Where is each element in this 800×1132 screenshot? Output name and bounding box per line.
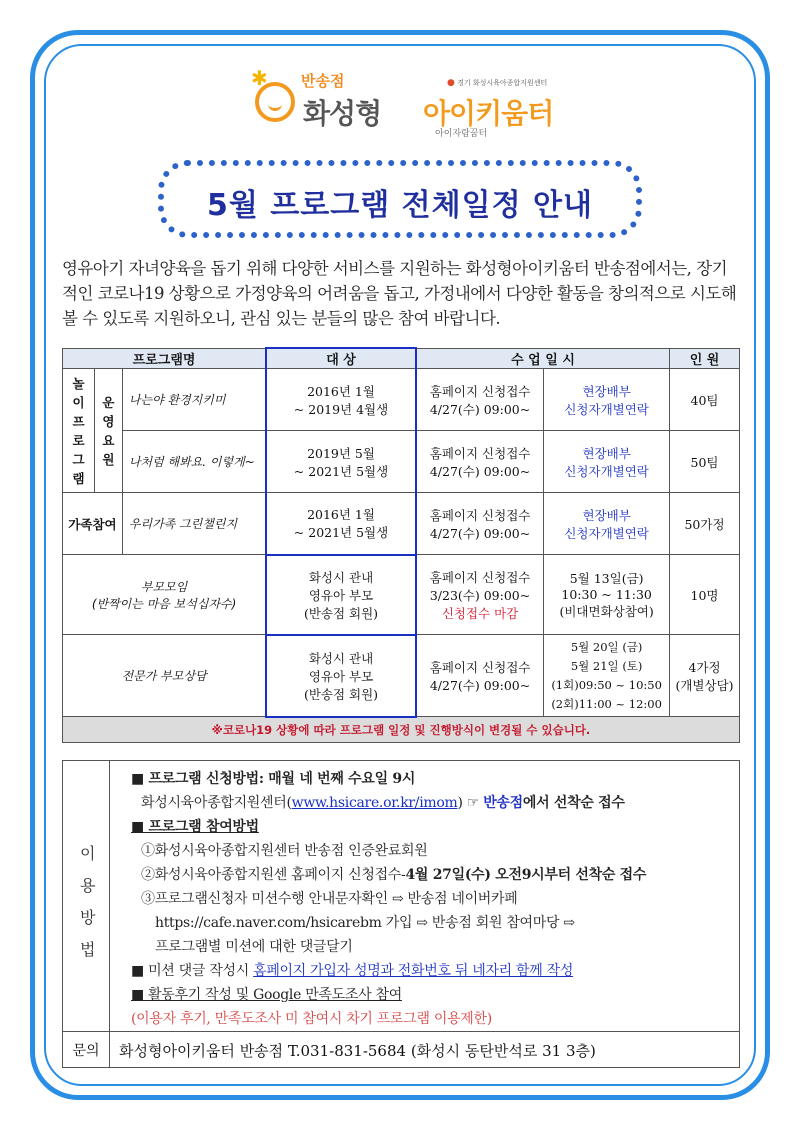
apply-closed: 신청접수 마감: [441, 605, 519, 621]
target-line: ~ 2021년 5월생: [293, 463, 389, 479]
target-cell: [266, 635, 416, 717]
target-line: 화성시 관내: [308, 569, 374, 585]
time-cell: [544, 555, 670, 635]
target-line: 2019년 5월: [307, 445, 375, 461]
usage-heading: ■ 프로그램 참여방법: [131, 819, 259, 835]
usage-underline: 홈페이지 가입자 성명과 전화번호 뒤 네자리 함께 작성: [253, 963, 574, 979]
time-cell: [544, 369, 670, 431]
program-name-line: 부모모임: [140, 579, 188, 594]
usage-text: 에서 선착순 접수: [522, 795, 625, 811]
target-line: (반송점 회원): [303, 605, 379, 621]
program-name-line: (반짝이는 마음 보석십자수): [91, 596, 237, 611]
time-line: 현장배부: [582, 445, 631, 461]
table-row: [63, 635, 740, 717]
usage-line: ③프로그램신청자 미션수행 안내문자확인 ⇨ 반송점 네이버카페: [141, 891, 518, 907]
page-title: 5월 프로그램 전체일정 안내: [207, 188, 593, 223]
apply-line: 3/23(수) 09:00~: [429, 587, 531, 603]
branch-highlight: 반송점: [483, 795, 523, 811]
notice-row: [63, 717, 740, 743]
usage-underline: ■ 활동후기 작성 및 Google 만족도조사 참여: [131, 987, 402, 1003]
count-cell: 10명: [670, 555, 740, 635]
logo-sub: 아이자람꿈터: [435, 129, 488, 139]
center-logo-text: 경기 화성시육아종합지원센터: [457, 79, 548, 87]
side-char: 용: [80, 876, 96, 895]
time-line: 신청자개별연락: [564, 463, 649, 479]
table-row: [63, 555, 740, 635]
count-cell: 50팀: [670, 431, 740, 493]
side-char: 방: [80, 908, 96, 927]
target-cell: [266, 369, 416, 431]
title-box: [158, 160, 642, 238]
logo-name-b: 아이키움터: [423, 97, 554, 130]
target-cell: [266, 493, 416, 555]
time-line: 5월 20일 (금): [570, 639, 643, 654]
logo: [251, 66, 555, 140]
usage-line: [131, 983, 646, 1007]
program-name: [63, 555, 267, 635]
notice-text: ※코로나19 상황에 따라 프로그램 일정 및 진행방식이 변경될 수 있습니다.: [63, 717, 740, 743]
usage-line: [131, 863, 646, 887]
program-name: 우리가족 그린챌린지: [122, 493, 266, 555]
target-line: 2016년 1월: [307, 383, 375, 399]
count-cell: 40팀: [670, 369, 740, 431]
count-cell: [670, 635, 740, 717]
usage-side-label: [63, 761, 110, 1031]
usage-box: [62, 760, 740, 1068]
program-name: 나처럼 해봐요. 이렇게~: [122, 431, 266, 493]
side-char: 법: [80, 940, 96, 959]
apply-line: 4/27(수) 09:00~: [429, 677, 531, 693]
apply-line: 4/27(수) 09:00~: [429, 525, 531, 541]
count-cell: 50가정: [670, 493, 740, 555]
time-line: 10:30 ~ 11:30: [561, 587, 652, 602]
table-row: [63, 431, 740, 493]
intro-text: 영유아기 자녀양육을 돕기 위해 다양한 서비스를 지원하는 화성형아이키움터 반송점에서는, 장기적인 코로나19 상황으로 가정양육의 어려움을 돕고, 가정내에서 다양한 활동을 창의적으로 시도해 볼 수 있도록 지원하오니, 관심 있는 분들의 많은 참여 바랍니다.: [62, 259, 737, 328]
usage-line: [131, 791, 646, 815]
usage-line: (이용자 후기, 만족도조사 미 참여시 차기 프로그램 이용제한): [131, 1011, 492, 1027]
time-line: 5월 21일 (토): [570, 658, 643, 673]
group-label: 놀 이 프 로 그 램: [63, 369, 95, 493]
table-row: [63, 493, 740, 555]
time-cell: [544, 635, 670, 717]
usage-line: ■ 프로그램 신청방법: 매월 네 번째 수요일 9시: [131, 771, 416, 787]
target-line: ~ 2019년 4월생: [293, 401, 389, 417]
target-line: 영유아 부모: [308, 587, 374, 603]
target-cell: [266, 431, 416, 493]
time-line: 5월 13일(금): [569, 571, 644, 586]
count-line: 4가정: [688, 659, 721, 675]
schedule-table: [62, 347, 740, 743]
program-name: 나는야 환경지키미: [122, 369, 266, 431]
smile-face-icon: [255, 82, 295, 122]
header-target: 대 상: [266, 348, 416, 369]
header-schedule: 수 업 일 시: [416, 348, 670, 369]
logo-name-a: 화성형: [303, 97, 382, 130]
apply-cell: [416, 493, 544, 555]
side-char: 이: [80, 844, 96, 863]
time-line: 현장배부: [582, 507, 631, 523]
target-line: (반송점 회원): [303, 686, 379, 702]
target-cell: [266, 555, 416, 635]
usage-text: ) ☞: [457, 795, 484, 811]
center-logo-icon: ●: [447, 78, 455, 88]
sub-label: 운 영 요 원: [94, 369, 122, 493]
time-cell: [544, 431, 670, 493]
target-line: 2016년 1월: [307, 507, 375, 523]
count-line: (개별상담): [675, 677, 734, 693]
usage-emphasis: 4월 27일(수) 오전9시부터 선착순 접수: [405, 867, 647, 883]
usage-text: ②화성시육아종합지원센 홈페이지 신청접수-: [141, 867, 406, 883]
apply-line: 홈페이지 신청접수: [429, 383, 531, 399]
star-icon: ✱: [251, 66, 268, 90]
family-label: 가족참여: [63, 493, 123, 555]
usage-line: [131, 815, 646, 839]
usage-line: ①화성시육아종합지원센터 반송점 인증완료회원: [141, 843, 428, 859]
table-row: [63, 369, 740, 431]
time-line: 신청자개별연락: [564, 401, 649, 417]
usage-body: [131, 767, 646, 1031]
apply-cell: [416, 635, 544, 717]
time-line: (비대면화상참여): [559, 604, 654, 619]
table-header-row: [63, 348, 740, 369]
time-line: 현장배부: [582, 383, 631, 399]
time-cell: [544, 493, 670, 555]
usage-text: ■ 미션 댓글 작성시: [131, 963, 254, 979]
apply-cell: [416, 369, 544, 431]
target-line: ~ 2021년 5월생: [293, 525, 389, 541]
target-line: 영유아 부모: [308, 668, 374, 684]
apply-line: 홈페이지 신청접수: [429, 659, 531, 675]
usage-line: 프로그램별 미션에 대한 댓글달기: [155, 939, 353, 955]
logo-branch: 반송점: [301, 72, 345, 90]
apply-line: 홈페이지 신청접수: [429, 569, 531, 585]
usage-line: https://cafe.naver.com/hsicarebm 가입 ⇨ 반송점 회원 참여마당 ⇨: [155, 915, 575, 931]
apply-line: 4/27(수) 09:00~: [429, 401, 531, 417]
apply-cell: [416, 431, 544, 493]
usage-text: 화성시육아종합지원센터(: [141, 795, 292, 811]
hsicare-link[interactable]: www.hsicare.or.kr/imom: [291, 795, 458, 811]
center-logo: [447, 78, 547, 88]
contact-divider: [109, 1032, 110, 1068]
apply-line: 홈페이지 신청접수: [429, 507, 531, 523]
time-line: (2회)11:00 ~ 12:00: [551, 696, 662, 711]
apply-cell: [416, 555, 544, 635]
contact-row: [63, 1031, 739, 1068]
time-line: (1회)09:50 ~ 10:50: [551, 677, 662, 692]
program-name: 전문가 부모상담: [63, 635, 267, 717]
target-line: 화성시 관내: [308, 650, 374, 666]
header-count: 인 원: [670, 348, 740, 369]
time-line: 신청자개별연락: [564, 525, 649, 541]
apply-line: 홈페이지 신청접수: [429, 445, 531, 461]
apply-line: 4/27(수) 09:00~: [429, 463, 531, 479]
contact-label: 문의: [72, 1043, 100, 1059]
header-program: 프로그램명: [63, 348, 267, 369]
contact-text: 화성형아이키움터 반송점 T.031-831-5684 (화성시 동탄반석로 31 3층): [119, 1042, 596, 1060]
usage-line: [131, 959, 646, 983]
